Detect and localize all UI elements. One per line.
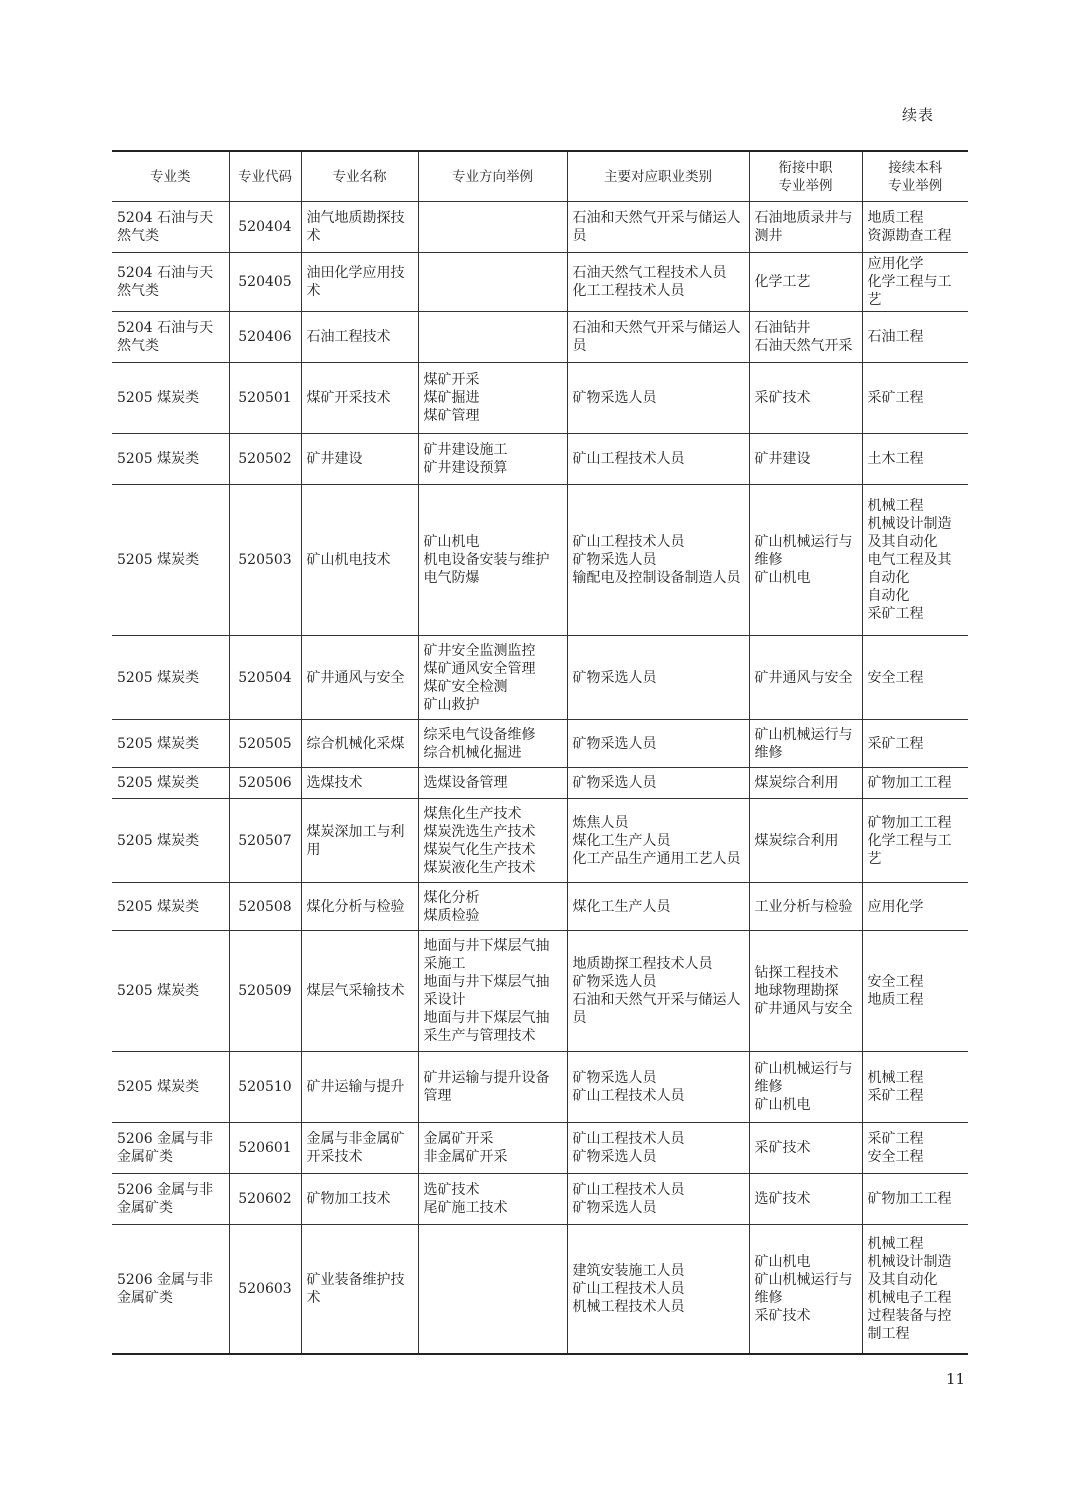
name-cell: 矿井建设 bbox=[301, 434, 418, 485]
table-row bbox=[112, 1174, 968, 1225]
occupations-cell: 矿山工程技术人员 bbox=[567, 434, 749, 485]
secondary-cell: 矿山机械运行与维修 矿山机电 bbox=[749, 485, 862, 636]
directions-cell: 煤化分析 煤质检验 bbox=[418, 883, 567, 931]
undergrad-cell: 采矿工程 bbox=[862, 363, 968, 434]
undergrad-cell: 应用化学 化学工程与工艺 bbox=[862, 253, 968, 312]
secondary-cell: 钻探工程技术 地球物理勘探 矿井通风与安全 bbox=[749, 931, 862, 1052]
column-header: 接续本科 专业举例 bbox=[862, 151, 968, 202]
code-cell: 520404 bbox=[229, 202, 301, 253]
table-row bbox=[112, 1123, 968, 1174]
occupations-cell: 矿山工程技术人员 矿物采选人员 bbox=[567, 1123, 749, 1174]
directions-cell: 金属矿开采 非金属矿开采 bbox=[418, 1123, 567, 1174]
category-cell: 5205 煤炭类 bbox=[112, 363, 229, 434]
code-cell: 520501 bbox=[229, 363, 301, 434]
table-row bbox=[112, 485, 968, 636]
undergrad-cell: 土木工程 bbox=[862, 434, 968, 485]
code-cell: 520406 bbox=[229, 312, 301, 363]
category-cell: 5206 金属与非金属矿类 bbox=[112, 1225, 229, 1354]
undergrad-cell: 机械工程 采矿工程 bbox=[862, 1052, 968, 1123]
directions-cell bbox=[418, 253, 567, 312]
category-cell: 5204 石油与天然气类 bbox=[112, 202, 229, 253]
code-cell: 520503 bbox=[229, 485, 301, 636]
secondary-cell: 采矿技术 bbox=[749, 363, 862, 434]
occupations-cell: 石油和天然气开采与储运人员 bbox=[567, 312, 749, 363]
name-cell: 矿井通风与安全 bbox=[301, 636, 418, 720]
secondary-cell: 矿山机械运行与维修 矿山机电 bbox=[749, 1052, 862, 1123]
category-cell: 5205 煤炭类 bbox=[112, 1052, 229, 1123]
occupations-cell: 矿物采选人员 矿山工程技术人员 bbox=[567, 1052, 749, 1123]
category-cell: 5204 石油与天然气类 bbox=[112, 312, 229, 363]
header-row bbox=[112, 151, 968, 202]
name-cell: 煤炭深加工与利用 bbox=[301, 799, 418, 883]
name-cell: 石油工程技术 bbox=[301, 312, 418, 363]
undergrad-cell: 安全工程 地质工程 bbox=[862, 931, 968, 1052]
directions-cell: 矿井安全监测监控 煤矿通风安全管理 煤矿安全检测 矿山救护 bbox=[418, 636, 567, 720]
name-cell: 矿井运输与提升 bbox=[301, 1052, 418, 1123]
directions-cell bbox=[418, 202, 567, 253]
code-cell: 520506 bbox=[229, 768, 301, 799]
occupations-cell: 石油天然气工程技术人员 化工工程技术人员 bbox=[567, 253, 749, 312]
code-cell: 520508 bbox=[229, 883, 301, 931]
category-cell: 5206 金属与非金属矿类 bbox=[112, 1174, 229, 1225]
directions-cell bbox=[418, 1225, 567, 1354]
category-cell: 5205 煤炭类 bbox=[112, 485, 229, 636]
undergrad-cell: 矿物加工工程 bbox=[862, 768, 968, 799]
category-cell: 5204 石油与天然气类 bbox=[112, 253, 229, 312]
occupations-cell: 煤化工生产人员 bbox=[567, 883, 749, 931]
name-cell: 油田化学应用技术 bbox=[301, 253, 418, 312]
name-cell: 煤层气采输技术 bbox=[301, 931, 418, 1052]
code-cell: 520502 bbox=[229, 434, 301, 485]
code-cell: 520405 bbox=[229, 253, 301, 312]
category-cell: 5205 煤炭类 bbox=[112, 768, 229, 799]
table-row bbox=[112, 720, 968, 768]
code-cell: 520504 bbox=[229, 636, 301, 720]
category-cell: 5205 煤炭类 bbox=[112, 434, 229, 485]
undergrad-cell: 采矿工程 bbox=[862, 720, 968, 768]
name-cell: 煤化分析与检验 bbox=[301, 883, 418, 931]
undergrad-cell: 地质工程 资源勘查工程 bbox=[862, 202, 968, 253]
majors-table bbox=[112, 150, 968, 1355]
table-row bbox=[112, 768, 968, 799]
continued-label: 续表 bbox=[902, 106, 935, 124]
column-header: 专业名称 bbox=[301, 151, 418, 202]
name-cell: 金属与非金属矿开采技术 bbox=[301, 1123, 418, 1174]
table-row bbox=[112, 1225, 968, 1354]
directions-cell bbox=[418, 312, 567, 363]
name-cell: 综合机械化采煤 bbox=[301, 720, 418, 768]
column-header: 专业代码 bbox=[229, 151, 301, 202]
name-cell: 油气地质勘探技术 bbox=[301, 202, 418, 253]
secondary-cell: 石油地质录井与测井 bbox=[749, 202, 862, 253]
table-row bbox=[112, 363, 968, 434]
table-row bbox=[112, 312, 968, 363]
name-cell: 矿业装备维护技术 bbox=[301, 1225, 418, 1354]
secondary-cell: 矿山机电 矿山机械运行与维修 采矿技术 bbox=[749, 1225, 862, 1354]
undergrad-cell: 采矿工程 安全工程 bbox=[862, 1123, 968, 1174]
code-cell: 520509 bbox=[229, 931, 301, 1052]
table-body bbox=[112, 202, 968, 1354]
table-row bbox=[112, 799, 968, 883]
secondary-cell: 矿井通风与安全 bbox=[749, 636, 862, 720]
secondary-cell: 煤炭综合利用 bbox=[749, 768, 862, 799]
table-row bbox=[112, 636, 968, 720]
code-cell: 520507 bbox=[229, 799, 301, 883]
occupations-cell: 地质勘探工程技术人员 矿物采选人员 石油和天然气开采与储运人员 bbox=[567, 931, 749, 1052]
secondary-cell: 矿井建设 bbox=[749, 434, 862, 485]
directions-cell: 地面与井下煤层气抽采施工 地面与井下煤层气抽采设计 地面与井下煤层气抽采生产与管理技术 bbox=[418, 931, 567, 1052]
category-cell: 5205 煤炭类 bbox=[112, 636, 229, 720]
undergrad-cell: 矿物加工工程 bbox=[862, 1174, 968, 1225]
table-row bbox=[112, 253, 968, 312]
directions-cell: 矿井建设施工 矿井建设预算 bbox=[418, 434, 567, 485]
column-header: 专业类 bbox=[112, 151, 229, 202]
category-cell: 5205 煤炭类 bbox=[112, 883, 229, 931]
table-row bbox=[112, 202, 968, 253]
name-cell: 选煤技术 bbox=[301, 768, 418, 799]
secondary-cell: 化学工艺 bbox=[749, 253, 862, 312]
secondary-cell: 石油钻井 石油天然气开采 bbox=[749, 312, 862, 363]
secondary-cell: 采矿技术 bbox=[749, 1123, 862, 1174]
occupations-cell: 石油和天然气开采与储运人员 bbox=[567, 202, 749, 253]
column-header: 专业方向举例 bbox=[418, 151, 567, 202]
directions-cell: 综采电气设备维修 综合机械化掘进 bbox=[418, 720, 567, 768]
code-cell: 520603 bbox=[229, 1225, 301, 1354]
table-row bbox=[112, 434, 968, 485]
category-cell: 5205 煤炭类 bbox=[112, 799, 229, 883]
undergrad-cell: 机械工程 机械设计制造及其自动化 电气工程及其自动化 自动化 采矿工程 bbox=[862, 485, 968, 636]
code-cell: 520602 bbox=[229, 1174, 301, 1225]
directions-cell: 矿山机电 机电设备安装与维护 电气防爆 bbox=[418, 485, 567, 636]
category-cell: 5205 煤炭类 bbox=[112, 720, 229, 768]
name-cell: 煤矿开采技术 bbox=[301, 363, 418, 434]
undergrad-cell: 机械工程 机械设计制造及其自动化 机械电子工程 过程装备与控制工程 bbox=[862, 1225, 968, 1354]
directions-cell: 选矿技术 尾矿施工技术 bbox=[418, 1174, 567, 1225]
directions-cell: 煤焦化生产技术 煤炭洗选生产技术 煤炭气化生产技术 煤炭液化生产技术 bbox=[418, 799, 567, 883]
code-cell: 520510 bbox=[229, 1052, 301, 1123]
secondary-cell: 矿山机械运行与维修 bbox=[749, 720, 862, 768]
category-cell: 5205 煤炭类 bbox=[112, 931, 229, 1052]
occupations-cell: 炼焦人员 煤化工生产人员 化工产品生产通用工艺人员 bbox=[567, 799, 749, 883]
occupations-cell: 建筑安装施工人员 矿山工程技术人员 机械工程技术人员 bbox=[567, 1225, 749, 1354]
table-row bbox=[112, 1052, 968, 1123]
category-cell: 5206 金属与非金属矿类 bbox=[112, 1123, 229, 1174]
occupations-cell: 矿物采选人员 bbox=[567, 720, 749, 768]
name-cell: 矿山机电技术 bbox=[301, 485, 418, 636]
code-cell: 520601 bbox=[229, 1123, 301, 1174]
undergrad-cell: 应用化学 bbox=[862, 883, 968, 931]
table-row bbox=[112, 931, 968, 1052]
column-header: 主要对应职业类别 bbox=[567, 151, 749, 202]
secondary-cell: 选矿技术 bbox=[749, 1174, 862, 1225]
secondary-cell: 煤炭综合利用 bbox=[749, 799, 862, 883]
directions-cell: 煤矿开采 煤矿掘进 煤矿管理 bbox=[418, 363, 567, 434]
column-header: 衔接中职 专业举例 bbox=[749, 151, 862, 202]
occupations-cell: 矿物采选人员 bbox=[567, 636, 749, 720]
undergrad-cell: 石油工程 bbox=[862, 312, 968, 363]
occupations-cell: 矿物采选人员 bbox=[567, 363, 749, 434]
occupations-cell: 矿山工程技术人员 矿物采选人员 输配电及控制设备制造人员 bbox=[567, 485, 749, 636]
name-cell: 矿物加工技术 bbox=[301, 1174, 418, 1225]
table-row bbox=[112, 883, 968, 931]
occupations-cell: 矿山工程技术人员 矿物采选人员 bbox=[567, 1174, 749, 1225]
code-cell: 520505 bbox=[229, 720, 301, 768]
occupations-cell: 矿物采选人员 bbox=[567, 768, 749, 799]
page-number: 11 bbox=[946, 1370, 966, 1388]
directions-cell: 选煤设备管理 bbox=[418, 768, 567, 799]
directions-cell: 矿井运输与提升设备管理 bbox=[418, 1052, 567, 1123]
secondary-cell: 工业分析与检验 bbox=[749, 883, 862, 931]
undergrad-cell: 安全工程 bbox=[862, 636, 968, 720]
undergrad-cell: 矿物加工工程 化学工程与工艺 bbox=[862, 799, 968, 883]
